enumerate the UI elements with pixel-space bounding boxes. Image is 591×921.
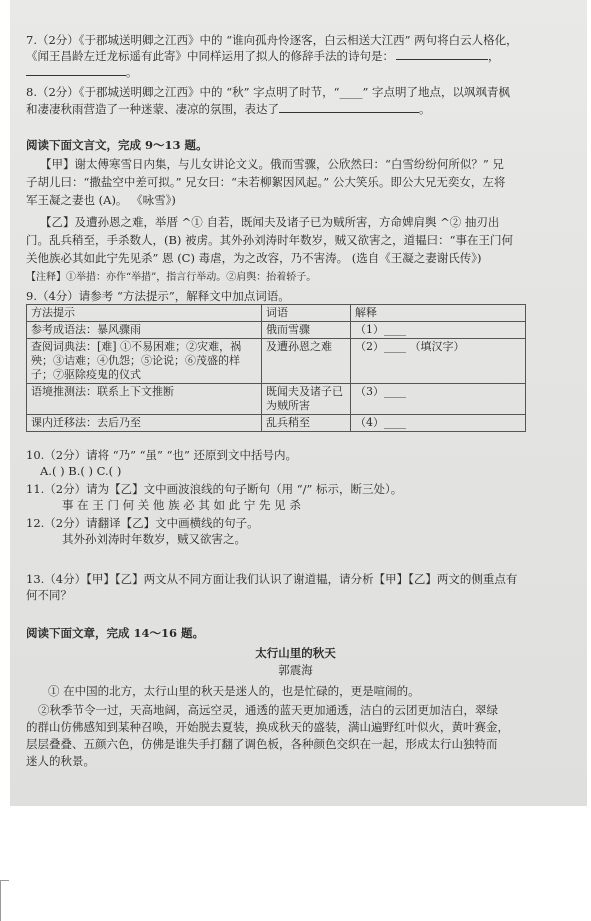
q13-line2: 何不同？ bbox=[26, 588, 72, 602]
section2-heading: 阅读下面文章，完成 14～16 题。 bbox=[26, 626, 205, 640]
jia-text-2: 子胡儿曰：“撒盐空中差可拟。” 兄女曰：“未若柳絮因风起。” 公大笑乐。即公大兄无奕女，左将 bbox=[26, 175, 506, 189]
q12-sentence: 其外孙刘涛时年数岁，贼又欲害之。 bbox=[62, 532, 246, 546]
yi-text-1: 【乙】及遭孙恩之难，举厝 ^① 自若，既闻夫及诸子已为贼所害，方命婢肩舆 ^② 抽刃出 bbox=[40, 215, 500, 229]
q8-line2: 和凄凄秋雨营造了一种迷蒙、凄凉的氛围，表达了 bbox=[26, 102, 279, 116]
word-cell: 乱兵稍至 bbox=[262, 415, 351, 432]
q9-title: 9.（4分）请参考 “方法提示”，解释文中加点词语。 bbox=[26, 289, 290, 303]
answer-cell[interactable]: （3）____ bbox=[351, 384, 526, 415]
page-edge-divider bbox=[0, 880, 9, 921]
table-row bbox=[27, 415, 526, 432]
method-cell: 参考成语法：暴风骤雨 bbox=[27, 322, 262, 339]
article-author: 郭震海 bbox=[278, 663, 313, 677]
method-cell: 查阅词典法：[难] ①不易困难；②灾难，祸殃；③诘难；④仇怨；⑤论说；⑥茂盛的样子；⑦驱除疫鬼的仪式 bbox=[27, 339, 262, 384]
q8-answer-blank[interactable] bbox=[279, 101, 419, 113]
word-cell: 俄而雪骤 bbox=[262, 322, 351, 339]
q9-method-table bbox=[26, 304, 526, 432]
table-row bbox=[27, 322, 526, 339]
yi-text-2: 门。乱兵稍至，手杀数人，(B) 被虏。其外孙刘涛时年数岁，贼又欲害之，道韫曰：“事在王门何 bbox=[26, 233, 513, 247]
yi-text-3: 关他族必其如此宁先见杀” 恩 (C) 毒虐，为之改容，乃不害涛。 (选自《王凝之妻谢氏传》) bbox=[26, 251, 482, 265]
article-paragraph-2-line3: 层层叠叠、五颜六色，仿佛是谁失手打翻了调色板，各种颜色交织在一起，形成太行山独特而 bbox=[26, 737, 498, 751]
q8-line1: 8.（2分）《于郡城送明卿之江西》中的 “秋” 字点明了时节，“____” 字点明了地点，以飒飒青枫 bbox=[26, 85, 511, 99]
q13-line1: 13.（4分）【甲】【乙】两文从不同方面让我们认识了谢道韫，请分析【甲】【乙】两文的侧重点有 bbox=[26, 572, 518, 586]
method-cell: 课内迁移法：去后乃至 bbox=[27, 415, 262, 432]
q7-line2-wrap: 《闻王昌龄左迁龙标遥有此寄》中同样运用了拟人的修辞手法的诗句是： ， bbox=[26, 49, 500, 63]
jia-text-1: 【甲】谢太傅寒雪日内集，与儿女讲论文义。俄而雪骤，公欣然曰：“白雪纷纷何所似？” 兄 bbox=[40, 157, 504, 171]
q7-line3: 。 bbox=[26, 64, 138, 79]
table-row bbox=[27, 384, 526, 415]
q8-line2-wrap: 和凄凄秋雨营造了一种迷蒙、凄凉的氛围，表达了 。 bbox=[26, 102, 431, 116]
q11-sentence[interactable]: 事 在 王 门 何 关 他 族 必 其 如 此 宁 先 见 杀 bbox=[62, 498, 301, 512]
article-title: 太行山里的秋天 bbox=[255, 646, 336, 660]
answer-cell[interactable]: （1）____ bbox=[351, 322, 526, 339]
article-paragraph-2-line4: 迷人的秋景。 bbox=[26, 754, 95, 768]
q7-line1: 7.（2分）《于郡城送明卿之江西》中的 “谁向孤舟怜逐客，白云相送大江西” 两句将白云人格化， bbox=[26, 33, 518, 47]
section1-heading: 阅读下面文言文，完成 9～13 题。 bbox=[26, 138, 208, 152]
q7-line2: 《闻王昌龄左迁龙标遥有此寄》中同样运用了拟人的修辞手法的诗句是： bbox=[26, 49, 394, 63]
word-cell: 及遭孙恩之难 bbox=[262, 339, 351, 384]
table-header-cell: 解释 bbox=[351, 305, 526, 322]
answer-cell[interactable]: （2）____ （填汉字） bbox=[351, 339, 526, 384]
table-header-cell: 词语 bbox=[262, 305, 351, 322]
q10-line1: 10.（2分）请将 “乃” “虽” “也” 还原到文中括号内。 bbox=[26, 448, 298, 462]
q10-options[interactable]: A.( ) B.( ) C.( ) bbox=[40, 464, 122, 478]
article-paragraph-2-line1: ②秋季节令一过，天高地阔，高远空灵，通透的蓝天更加通透，洁白的云团更加洁白，翠绿 bbox=[38, 703, 498, 717]
article-paragraph-2-line2: 的群山仿佛感知到某种召唤，开始脱去夏装，换成秋天的盛装，满山遍野红叶似火，黄叶赛金， bbox=[26, 720, 509, 734]
q11-line1: 11.（2分）请为【乙】文中画波浪线的句子断句（用 “/” 标示，断三处）。 bbox=[26, 482, 403, 496]
q12-line1: 12.（2分）请翻译【乙】文中画横线的句子。 bbox=[26, 516, 259, 530]
table-header-row bbox=[27, 305, 526, 322]
answer-cell[interactable]: （4）____ bbox=[351, 415, 526, 432]
jia-text-3: 军王凝之妻也 (A)。 《咏雪》) bbox=[26, 193, 176, 207]
method-cell: 语境推测法：联系上下文推断 bbox=[27, 384, 262, 415]
word-cell: 既闻夫及诸子已为贼所害 bbox=[262, 384, 351, 415]
annotation-note: 【注释】①举措：亦作“举措”，指言行举动。②肩舆：抬着轿子。 bbox=[26, 272, 317, 283]
q7-answer-blank-1[interactable] bbox=[396, 48, 488, 60]
table-row bbox=[27, 339, 526, 384]
article-paragraph-1: ① 在中国的北方，太行山里的秋天是迷人的，也是忙碌的，更是喧闹的。 bbox=[48, 684, 420, 698]
table-header-cell: 方法提示 bbox=[27, 305, 262, 322]
q7-answer-blank-2[interactable] bbox=[26, 64, 126, 76]
